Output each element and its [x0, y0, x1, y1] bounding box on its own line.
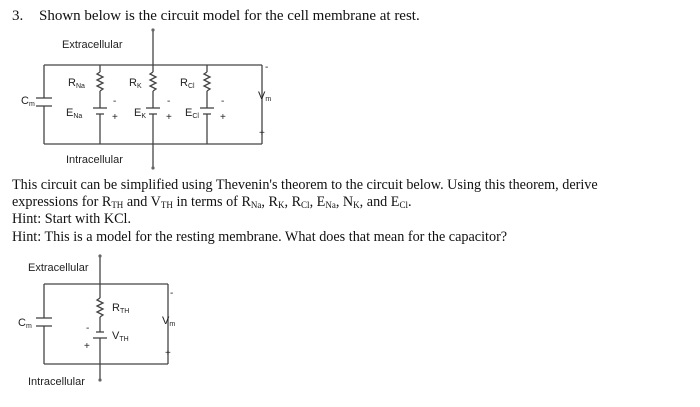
- hint-kcl: Hint: Start with KCl.: [12, 211, 132, 227]
- c1-rcl-label: RCl: [180, 77, 195, 90]
- c1-resistor-k: [150, 72, 156, 91]
- c2-bottom-node: [98, 378, 101, 381]
- paragraph-expressions: expressions for $R_{TH}$ and $V_{TH}$ in terms of $R_{Na}$, $R_K$, $R_{Cl}$, $E_{Na}$, $N_K$, and $E_{Cl}$.: [12, 194, 412, 210]
- c2-vth-label: VTH: [112, 330, 129, 343]
- c2-resistor-rth: [97, 298, 103, 317]
- c2-rth-label: RTH: [112, 302, 130, 315]
- c1-ena-label: ENa: [66, 107, 83, 120]
- c1-bottom-node: [151, 166, 154, 169]
- c1-intracellular-label: Intracellular: [66, 154, 123, 166]
- paragraph-thevenin: This circuit can be simplified using Thevenin's theorem to the circuit below. Using this theorem, derive: [12, 177, 598, 193]
- c2-cap-label: Cm: [18, 317, 32, 330]
- c1-resistor-cl: [204, 72, 210, 91]
- c1-extracellular-label: Extracellular: [62, 39, 123, 51]
- c1-rna-label: RNa: [68, 77, 85, 90]
- c1-cl-minus: -: [221, 96, 225, 107]
- c1-na-plus: +: [112, 112, 118, 123]
- c1-vm-label: Vm: [258, 90, 272, 103]
- question-intro: Shown below is the circuit model for the cell membrane at rest.: [39, 8, 420, 24]
- question-number: 3.: [12, 8, 24, 24]
- c1-ecl-label: ECl: [185, 107, 199, 120]
- c2-vm-minus: -: [170, 288, 174, 299]
- c1-rk-label: RK: [129, 77, 142, 90]
- c2-vth-plus: +: [84, 341, 90, 352]
- c2-vm-label: Vm: [162, 315, 176, 328]
- c1-ek-label: EK: [134, 107, 147, 120]
- c2-vth-minus: -: [86, 323, 90, 334]
- c1-vm-minus: -: [265, 62, 269, 73]
- c2-extracellular-label: Extracellular: [28, 262, 89, 274]
- c1-cl-plus: +: [220, 112, 226, 123]
- c2-intracellular-label: Intracellular: [28, 376, 85, 388]
- c1-top-node: [151, 28, 154, 31]
- c2-top-node: [98, 254, 101, 257]
- c1-k-plus: +: [166, 112, 172, 123]
- c1-resistor-na: [97, 72, 103, 91]
- c1-cap-label: Cm: [21, 95, 35, 108]
- hint-capacitor: Hint: This is a model for the resting membrane. What does that mean for the capacitor?: [12, 229, 508, 245]
- c2-vm-plus: +: [165, 348, 171, 359]
- c1-vm-plus: +: [259, 128, 265, 139]
- c1-k-minus: -: [167, 96, 171, 107]
- c1-na-minus: -: [113, 96, 117, 107]
